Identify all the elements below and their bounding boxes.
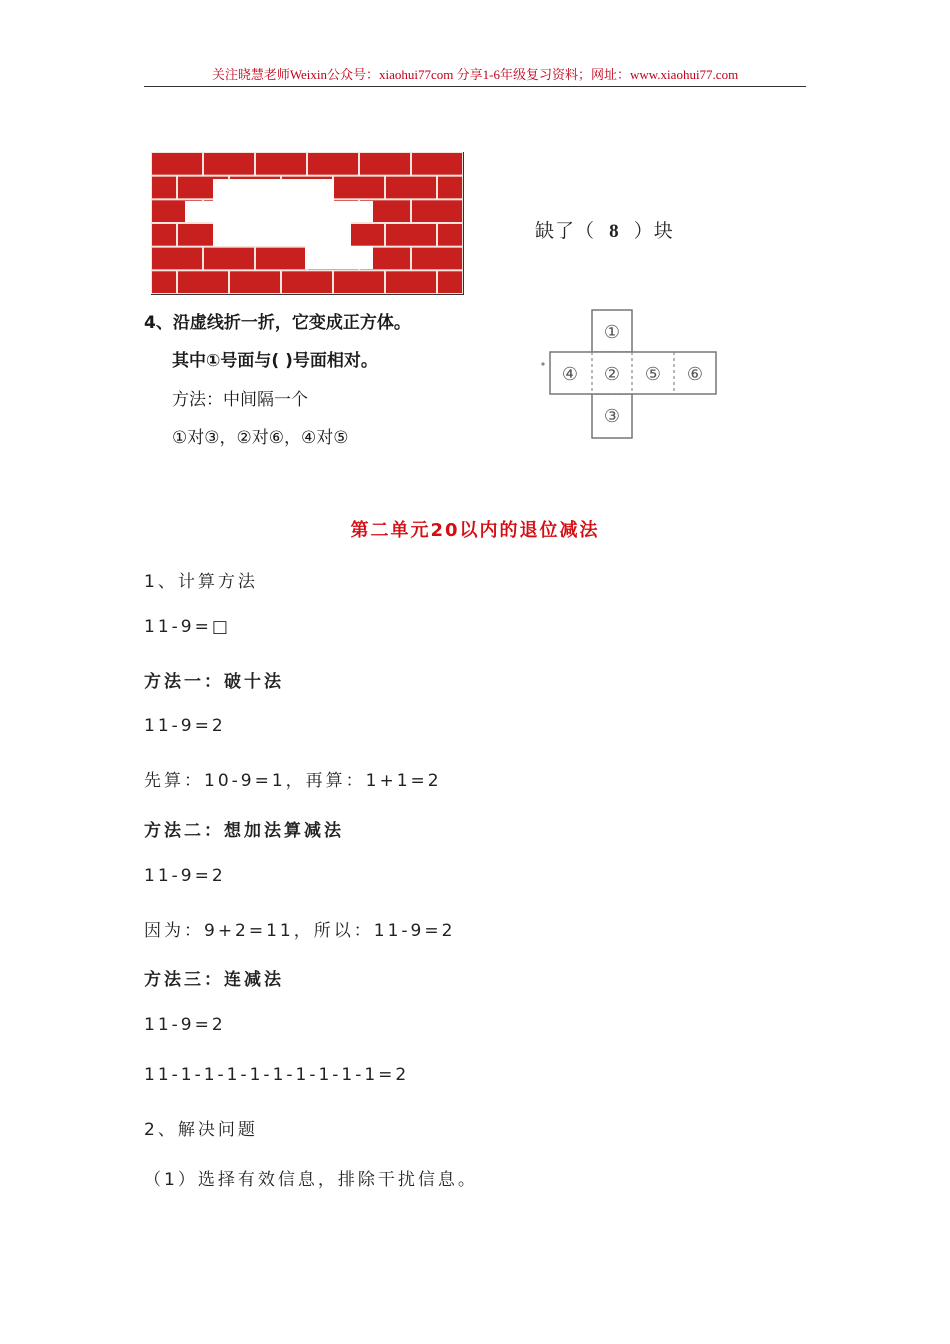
brick <box>308 153 358 175</box>
brick <box>152 271 176 293</box>
section-line-8: 因为：9+2=11，所以：11-9=2 <box>144 920 456 941</box>
brick <box>256 248 306 270</box>
section-title: 第二单元20以内的退位减法 <box>350 520 600 541</box>
cube-net-figure <box>540 308 724 444</box>
answer-value: 8 <box>609 221 620 242</box>
section-line-11: 11-1-1-1-1-1-1-1-1-1=2 <box>144 1065 410 1085</box>
missing-bricks-answer <box>535 216 674 243</box>
brick-wall-figure <box>151 152 465 296</box>
face-4-label: ④ <box>561 364 579 385</box>
brick <box>438 271 462 293</box>
question-4-pairs: ①对③，②对⑥，④对⑤ <box>172 428 349 448</box>
brick <box>178 271 228 293</box>
brick <box>386 271 436 293</box>
brick <box>334 177 384 199</box>
face-5-label: ⑤ <box>644 364 662 385</box>
section-line-1: 1、计算方法 <box>144 572 258 592</box>
brick <box>386 177 436 199</box>
question-4-blank-line: 其中①号面与( )号面相对。 <box>172 351 378 371</box>
section-line-10: 11-9=2 <box>144 1015 226 1036</box>
section-line-3: 方法一：破十法 <box>144 671 284 692</box>
page-header: 关注晓慧老师Weixin公众号：xiaohui77com 分享1-6年级复习资料；网址：www.xiaohui77.com <box>144 66 806 87</box>
question-4-prompt: 4、沿虚线折一折，它变成正方体。 <box>144 313 411 333</box>
brick <box>360 153 410 175</box>
question-4-method: 方法：中间隔一个 <box>172 390 308 410</box>
brick <box>412 248 462 270</box>
brick <box>334 271 384 293</box>
brick <box>438 224 462 246</box>
section-line-12: 2、解决问题 <box>144 1119 258 1140</box>
brick <box>204 248 254 270</box>
brick <box>412 153 462 175</box>
face-3-label: ③ <box>603 406 621 427</box>
brick <box>152 177 176 199</box>
face-1-label: ① <box>603 322 621 343</box>
brick <box>438 177 462 199</box>
face-2-label: ② <box>603 364 621 385</box>
face-6-label: ⑥ <box>686 364 704 385</box>
brick <box>386 224 436 246</box>
brick <box>204 153 254 175</box>
section-line-7: 11-9=2 <box>144 865 226 886</box>
section-line-2: 11-9=□ <box>144 616 231 637</box>
brick <box>412 200 462 222</box>
answer-suffix: ）块 <box>633 220 674 242</box>
brick <box>282 271 332 293</box>
section-line-6: 方法二：想加法算减法 <box>144 821 344 841</box>
answer-prefix: 缺了（ <box>535 220 596 242</box>
brick <box>152 224 176 246</box>
brick <box>256 153 306 175</box>
brick <box>230 271 280 293</box>
section-line-4: 11-9=2 <box>144 716 226 737</box>
section-line-5: 先算：10-9=1，再算：1+1=2 <box>144 771 442 792</box>
section-line-13: （1）选择有效信息，排除干扰信息。 <box>144 1169 478 1190</box>
brick <box>152 248 202 270</box>
section-line-9: 方法三：连减法 <box>144 970 284 991</box>
brick <box>152 153 202 175</box>
